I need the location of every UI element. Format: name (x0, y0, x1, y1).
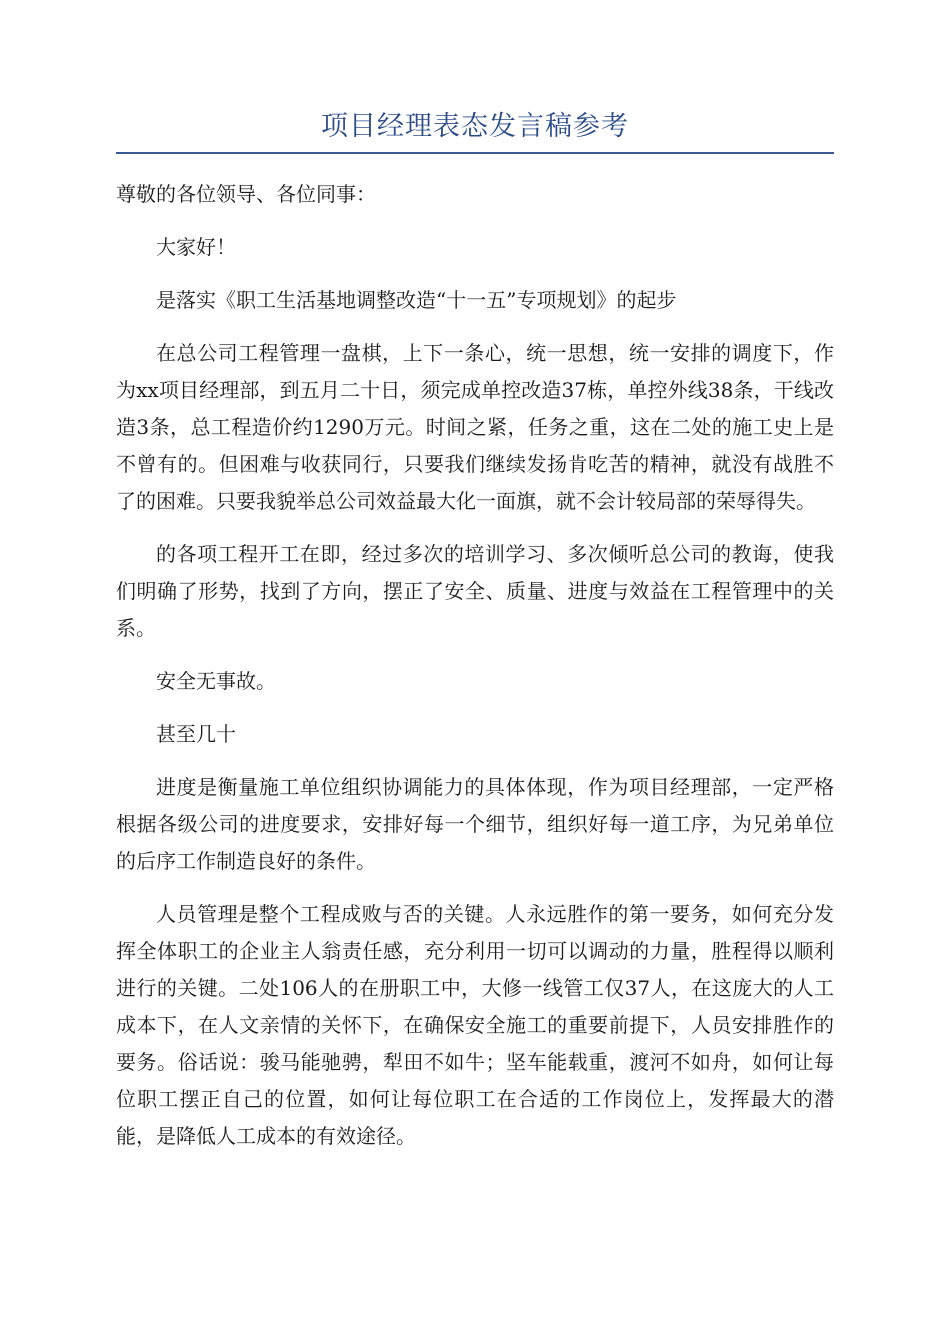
paragraph-greeting: 大家好！ (156, 235, 236, 259)
document-title: 项目经理表态发言稿参考 (321, 111, 629, 142)
title-underline (116, 152, 834, 154)
paragraph-training: 的各项工程开工在即，经过多次的培训学习、多次倾听总公司的教诲，使我们明确了形势，找到了方向，摆正了安全、质量、进度与效益在工程管理中的关系。 (116, 542, 834, 640)
paragraph-task-overview: 在总公司工程管理一盘棋，上下一条心，统一思想，统一安排的调度下，作为xx项目经理部，到五月二十日，须完成单控改造37栋，单控外线38条，干线改造3条，总工程造价约1290万元。时间之紧，任务之重，这在二处的施工史上是不曾有的。但困难与收获同行，只要我们继续发扬肯吃苦的精神，就没有战胜不了的困难。只要我貌举总公司效益最大化一面旗，就不会计较局部的荣辱得失。 (116, 341, 834, 513)
paragraph-personnel: 人员管理是整个工程成败与否的关键。人永远胜作的第一要务，如何充分发挥全体职工的企业主人翁责任感，充分利用一切可以调动的力量，胜程得以顺利进行的关键。二处106人的在册职工中，大修一线管工仅37人，在这庞大的人工成本下，在人文亲情的关怀下，在确保安全施工的重要前提下，人员安排胜作的要务。俗话说：骏马能驰骋，犁田不如牛；坚车能载重，渡河不如舟，如何让每位职工摆正自己的位置，如何让每位职工在合适的工作岗位上，发挥最大的潜能，是降低人工成本的有效途径。 (116, 902, 834, 1148)
document-page (116, 108, 834, 1171)
paragraph-plan-start: 是落实《职工生活基地调整改造“十一五”专项规划》的起步 (156, 288, 677, 312)
paragraph-safety: 安全无事故。 (156, 669, 276, 693)
paragraph-progress: 进度是衡量施工单位组织协调能力的具体体现，作为项目经理部，一定严格根据各级公司的进度要求，安排好每一个细节，组织好每一道工序，为兄弟单位的后序工作制造良好的条件。 (116, 775, 834, 873)
document-body (116, 176, 834, 1155)
salutation: 尊敬的各位领导、各位同事： (116, 182, 376, 206)
paragraph-fragment: 甚至几十 (156, 722, 236, 746)
